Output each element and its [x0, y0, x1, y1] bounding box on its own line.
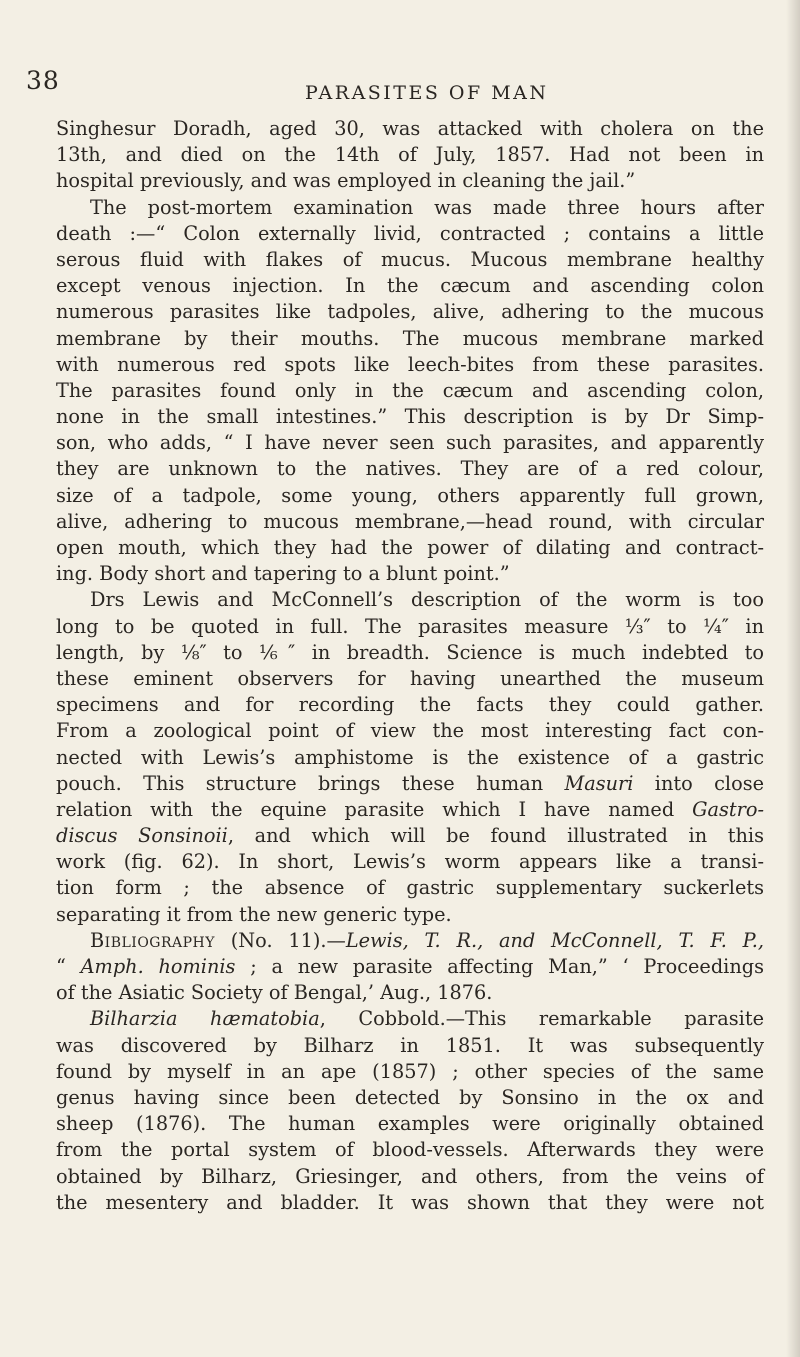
text-line: with numerous red spots like leech-bites from these parasites. — [56, 352, 764, 376]
text-line: work (fig. 62). In short, Lewis’s worm appears like a transi- — [56, 850, 764, 874]
text-line: except venous injection. In the cæcum and ascending colon — [56, 274, 764, 298]
text-line: From a zoological point of view the most interesting fact con- — [56, 719, 764, 743]
text-line: membrane by their mouths. The mucous membrane marked — [56, 326, 764, 350]
text-line: hospital previously, and was employed in cleaning the jail.” — [56, 169, 636, 193]
running-head: PARASITES OF MAN — [305, 82, 549, 104]
text-line: Bilharzia hæmatobia, Cobbold.—This remarkable parasite — [90, 1007, 764, 1031]
text-line: 13th, and died on the 14th of July, 1857. Had not been in — [56, 143, 764, 167]
text-line: Singhesur Doradh, aged 30, was attacked with cholera on the — [56, 117, 764, 140]
text-line: sheep (1876). The human examples were originally obtained — [56, 1112, 764, 1136]
text-line: size of a tadpole, some young, others apparently full grown, — [56, 483, 764, 507]
text-line: tion form ; the absence of gastric supplementary suckerlets — [56, 876, 764, 900]
text-line: relation with the equine parasite which I have named Gastro- — [56, 797, 764, 821]
text-line: serous fluid with flakes of mucus. Mucous membrane healthy — [56, 247, 764, 271]
text-line: discus Sonsinoii, and which will be found illustrated in this — [56, 824, 764, 848]
text-line: numerous parasites like tadpoles, alive, adhering to the mucous — [56, 300, 764, 324]
text-line: alive, adhering to mucous membrane,—head round, with circular — [56, 509, 764, 533]
text-line: Drs Lewis and McConnell’s description of the worm is too — [90, 588, 764, 612]
text-line: “ Amph. hominis ; a new parasite affecting Man,” ‘ Proceedings — [56, 955, 764, 978]
text-line: The parasites found only in the cæcum and ascending colon, — [56, 378, 764, 402]
text-line: The post-mortem examination was made three hours after — [90, 195, 764, 219]
text-line: obtained by Bilharz, Griesinger, and others, from the veins of — [56, 1164, 764, 1188]
text-line: Bibliography (No. 11).—Lewis, T. R., and McConnell, T. F. P., — [90, 928, 764, 952]
text-line: of the Asiatic Society of Bengal,’ Aug., 1876. — [56, 981, 493, 1005]
text-line: from the portal system of blood-vessels. Afterwards they were — [56, 1138, 764, 1162]
page-edge-shadow — [786, 0, 800, 1357]
text-line: death :—“ Colon externally livid, contracted ; contains a little — [56, 221, 764, 245]
text-line: long to be quoted in full. The parasites measure ⅓″ to ¼″ in — [56, 614, 764, 638]
text-line: the mesentery and bladder. It was shown that they were not — [56, 1190, 764, 1214]
text-line: ing. Body short and tapering to a blunt point.” — [56, 562, 510, 586]
text-line: none in the small intestines.” This description is by Dr Simp- — [56, 405, 764, 429]
body-text — [56, 116, 764, 1216]
text-line: genus having since been detected by Sonsino in the ox and — [56, 1085, 764, 1109]
text-line: open mouth, which they had the power of dilating and contract- — [56, 536, 764, 559]
text-line: separating it from the new generic type. — [56, 902, 452, 926]
text-line: pouch. This structure brings these human Masuri into close — [56, 771, 764, 795]
text-line: these eminent observers for having unearthed the museum — [56, 666, 764, 690]
text-line: length, by ⅛″ to ⅙″ in breadth. Science is much indebted to — [56, 640, 764, 664]
text-line: they are unknown to the natives. They are of a red colour, — [56, 457, 764, 481]
text-line: nected with Lewis’s amphistome is the existence of a gastric — [56, 745, 764, 769]
text-line: found by myself in an ape (1857) ; other species of the same — [56, 1059, 764, 1083]
text-line: specimens and for recording the facts they could gather. — [56, 693, 764, 717]
text-line: son, who adds, “ I have never seen such parasites, and apparently — [56, 431, 764, 455]
text-line: was discovered by Bilharz in 1851. It was subsequently — [56, 1033, 764, 1057]
page-number: 38 — [26, 66, 60, 95]
